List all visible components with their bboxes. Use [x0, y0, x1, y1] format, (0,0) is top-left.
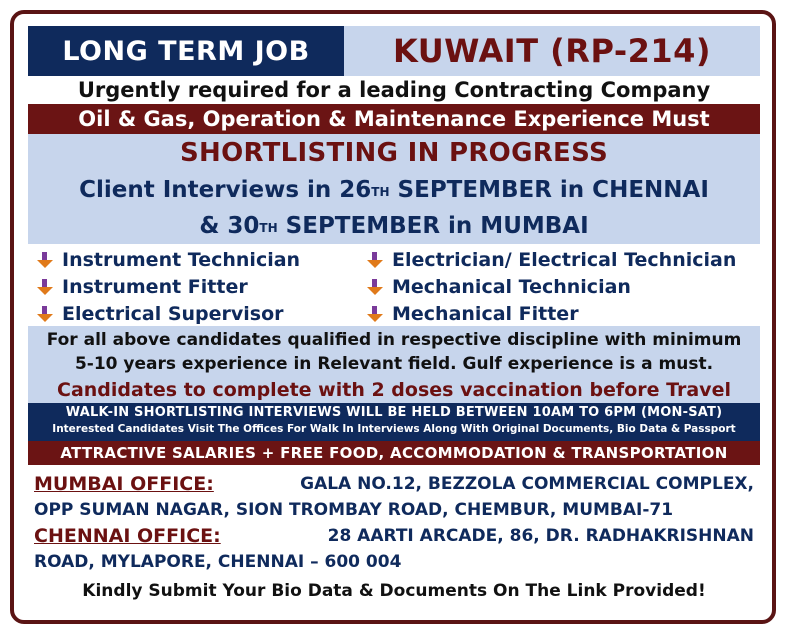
mumbai-address-line1 — [34, 471, 754, 497]
requirements-line2: 5-10 years experience in Relevant field. Gulf experience is a must. — [74, 354, 714, 374]
location-ref-label: KUWAIT (RP-214) — [344, 26, 760, 76]
positions-left-column — [36, 246, 366, 326]
walk-in-line2: Interested Candidates Visit The Offices For Walk In Interviews Along With Original Documents, Bio Data & Passport — [52, 423, 736, 435]
interview-line2-post: SEPTEMBER in MUMBAI — [277, 213, 589, 239]
down-arrow-bullet-icon — [366, 277, 384, 297]
interview-section — [28, 134, 760, 244]
position-label: Mechanical Fitter — [392, 302, 579, 325]
mumbai-address-line2 — [34, 497, 754, 523]
position-item — [36, 300, 366, 327]
walk-in-line1: WALK-IN SHORTLISTING INTERVIEWS WILL BE HELD BETWEEN 10AM TO 6PM (MON-SAT) — [65, 405, 723, 420]
position-item — [366, 246, 760, 273]
down-arrow-bullet-icon — [36, 250, 54, 270]
benefits-banner: ATTRACTIVE SALARIES + FREE FOOD, ACCOMMODATION & TRANSPORTATION — [28, 441, 760, 465]
position-label: Instrument Fitter — [62, 275, 248, 298]
vaccination-line: Candidates to complete with 2 doses vaccination before Travel — [57, 378, 731, 401]
requirements-section — [28, 326, 760, 403]
mumbai-address-text1: GALA NO.12, BEZZOLA COMMERCIAL COMPLEX, — [300, 474, 754, 494]
position-item — [366, 300, 760, 327]
mumbai-address-text2: OPP SUMAN NAGAR, SION TROMBAY ROAD, CHEMBUR, MUMBAI-71 — [34, 500, 674, 520]
experience-banner: Oil & Gas, Operation & Maintenance Experience Must — [28, 104, 760, 134]
position-item — [36, 273, 366, 300]
header-bar — [28, 26, 760, 76]
interview-line-chennai — [28, 172, 760, 208]
positions-right-column — [366, 246, 760, 326]
down-arrow-bullet-icon — [36, 277, 54, 297]
positions-list — [28, 244, 760, 326]
interview-line1-sup: TH — [371, 185, 390, 199]
chennai-address-text1: 28 AARTI ARCADE, 86, DR. RADHAKRISHNAN — [327, 526, 754, 546]
requirements-line1: For all above candidates qualified in respective discipline with minimum — [46, 330, 742, 350]
walk-in-banner — [28, 403, 760, 441]
position-label: Instrument Technician — [62, 248, 301, 271]
shortlisting-heading: SHORTLISTING IN PROGRESS — [180, 138, 608, 168]
chennai-address-line1 — [34, 523, 754, 549]
down-arrow-bullet-icon — [36, 304, 54, 324]
long-term-job-label: LONG TERM JOB — [28, 26, 344, 76]
interview-line-mumbai — [28, 208, 760, 244]
chennai-address-line2 — [34, 549, 754, 575]
interview-line1-pre: Client Interviews in 26 — [79, 177, 372, 203]
position-label: Electrician/ Electrical Technician — [392, 248, 737, 271]
job-poster — [28, 26, 760, 605]
chennai-office-label: CHENNAI OFFICE: — [34, 525, 221, 547]
position-item — [366, 273, 760, 300]
position-item — [36, 246, 366, 273]
chennai-address-text2: ROAD, MYLAPORE, CHENNAI – 600 004 — [34, 552, 402, 572]
position-label: Electrical Supervisor — [62, 302, 284, 325]
office-addresses — [28, 465, 760, 605]
down-arrow-bullet-icon — [366, 250, 384, 270]
submit-line: Kindly Submit Your Bio Data & Documents On The Link Provided! — [82, 581, 706, 601]
interview-line2-pre: & 30 — [199, 213, 260, 239]
down-arrow-bullet-icon — [366, 304, 384, 324]
interview-line1-post: SEPTEMBER in CHENNAI — [389, 177, 709, 203]
urgent-line: Urgently required for a leading Contracting Company — [28, 76, 760, 104]
interview-line2-sup: TH — [259, 221, 278, 235]
mumbai-office-label: MUMBAI OFFICE: — [34, 473, 214, 495]
position-label: Mechanical Technician — [392, 275, 631, 298]
